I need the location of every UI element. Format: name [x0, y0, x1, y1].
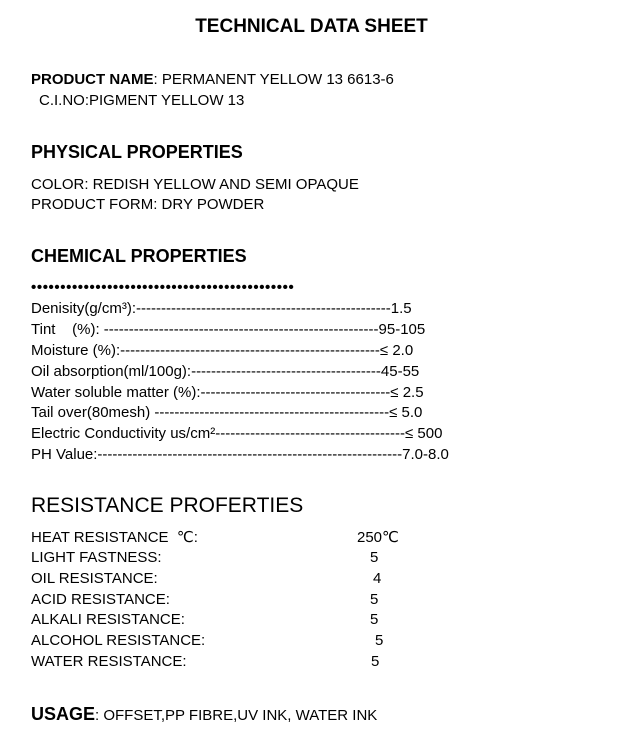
chem-row-moisture: Moisture (%):----------------------------------------------------≤ 2.0 — [31, 342, 414, 359]
resistance-label-light: LIGHT FASTNESS: — [31, 549, 162, 566]
usage-label: USAGE — [31, 704, 96, 724]
resistance-value-acid: 5 — [370, 591, 379, 608]
resistance-label-alkali: ALKALI RESISTANCE: — [31, 611, 185, 628]
resistance-label-heat: HEAT RESISTANCE ℃: — [31, 529, 198, 546]
chem-row-tail-over: Tail over(80mesh) -----------------------------------------------≤ 5.0 — [31, 404, 423, 421]
dotted-divider: ••••••••••••••••••••••••••••••••••••••••••••• — [31, 279, 295, 296]
resistance-value-water: 5 — [371, 653, 380, 670]
chem-row-density: Denisity(g/cm³):---------------------------------------------------1.5 — [31, 300, 412, 317]
physical-properties-heading: PHYSICAL PROPERTIES — [31, 142, 243, 162]
resistance-label-acid: ACID RESISTANCE: — [31, 591, 170, 608]
chem-row-oil-absorption: Oil absorption(ml/100g):--------------------------------------45-55 — [31, 363, 420, 380]
chem-row-tint: Tint (%): -------------------------------------------------------95-105 — [31, 321, 426, 338]
page-title: TECHNICAL DATA SHEET — [195, 16, 428, 37]
chem-row-water-soluble: Water soluble matter (%):--------------------------------------≤ 2.5 — [31, 384, 424, 401]
product-name-label: PRODUCT NAME — [31, 71, 154, 88]
chemical-properties-heading: CHEMICAL PROPERTIES — [31, 246, 247, 266]
resistance-label-water: WATER RESISTANCE: — [31, 653, 187, 670]
physical-form: PRODUCT FORM: DRY POWDER — [31, 196, 265, 213]
usage-value: : OFFSET,PP FIBRE,UV INK, WATER INK — [95, 707, 378, 724]
product-name-line — [31, 70, 394, 89]
product-name-value: : PERMANENT YELLOW 13 6613-6 — [153, 71, 394, 88]
resistance-value-heat: 250℃ — [357, 529, 399, 546]
chem-row-conductivity: Electric Conductivity us/cm²--------------------------------------≤ 500 — [31, 425, 443, 442]
resistance-value-alcohol: 5 — [375, 632, 384, 649]
resistance-label-alcohol: ALCOHOL RESISTANCE: — [31, 632, 206, 649]
resistance-value-alkali: 5 — [370, 611, 379, 628]
physical-color: COLOR: REDISH YELLOW AND SEMI OPAQUE — [31, 176, 359, 193]
usage-line — [31, 704, 377, 725]
chem-row-ph: PH Value:-------------------------------------------------------------7.0-8.0 — [31, 446, 449, 463]
resistance-value-light: 5 — [370, 549, 379, 566]
resistance-heading: RESISTANCE PROFERTIES — [31, 494, 304, 517]
resistance-value-oil: 4 — [373, 570, 382, 587]
ci-number: C.I.NO:PIGMENT YELLOW 13 — [39, 92, 245, 109]
resistance-label-oil: OIL RESISTANCE: — [31, 570, 158, 587]
